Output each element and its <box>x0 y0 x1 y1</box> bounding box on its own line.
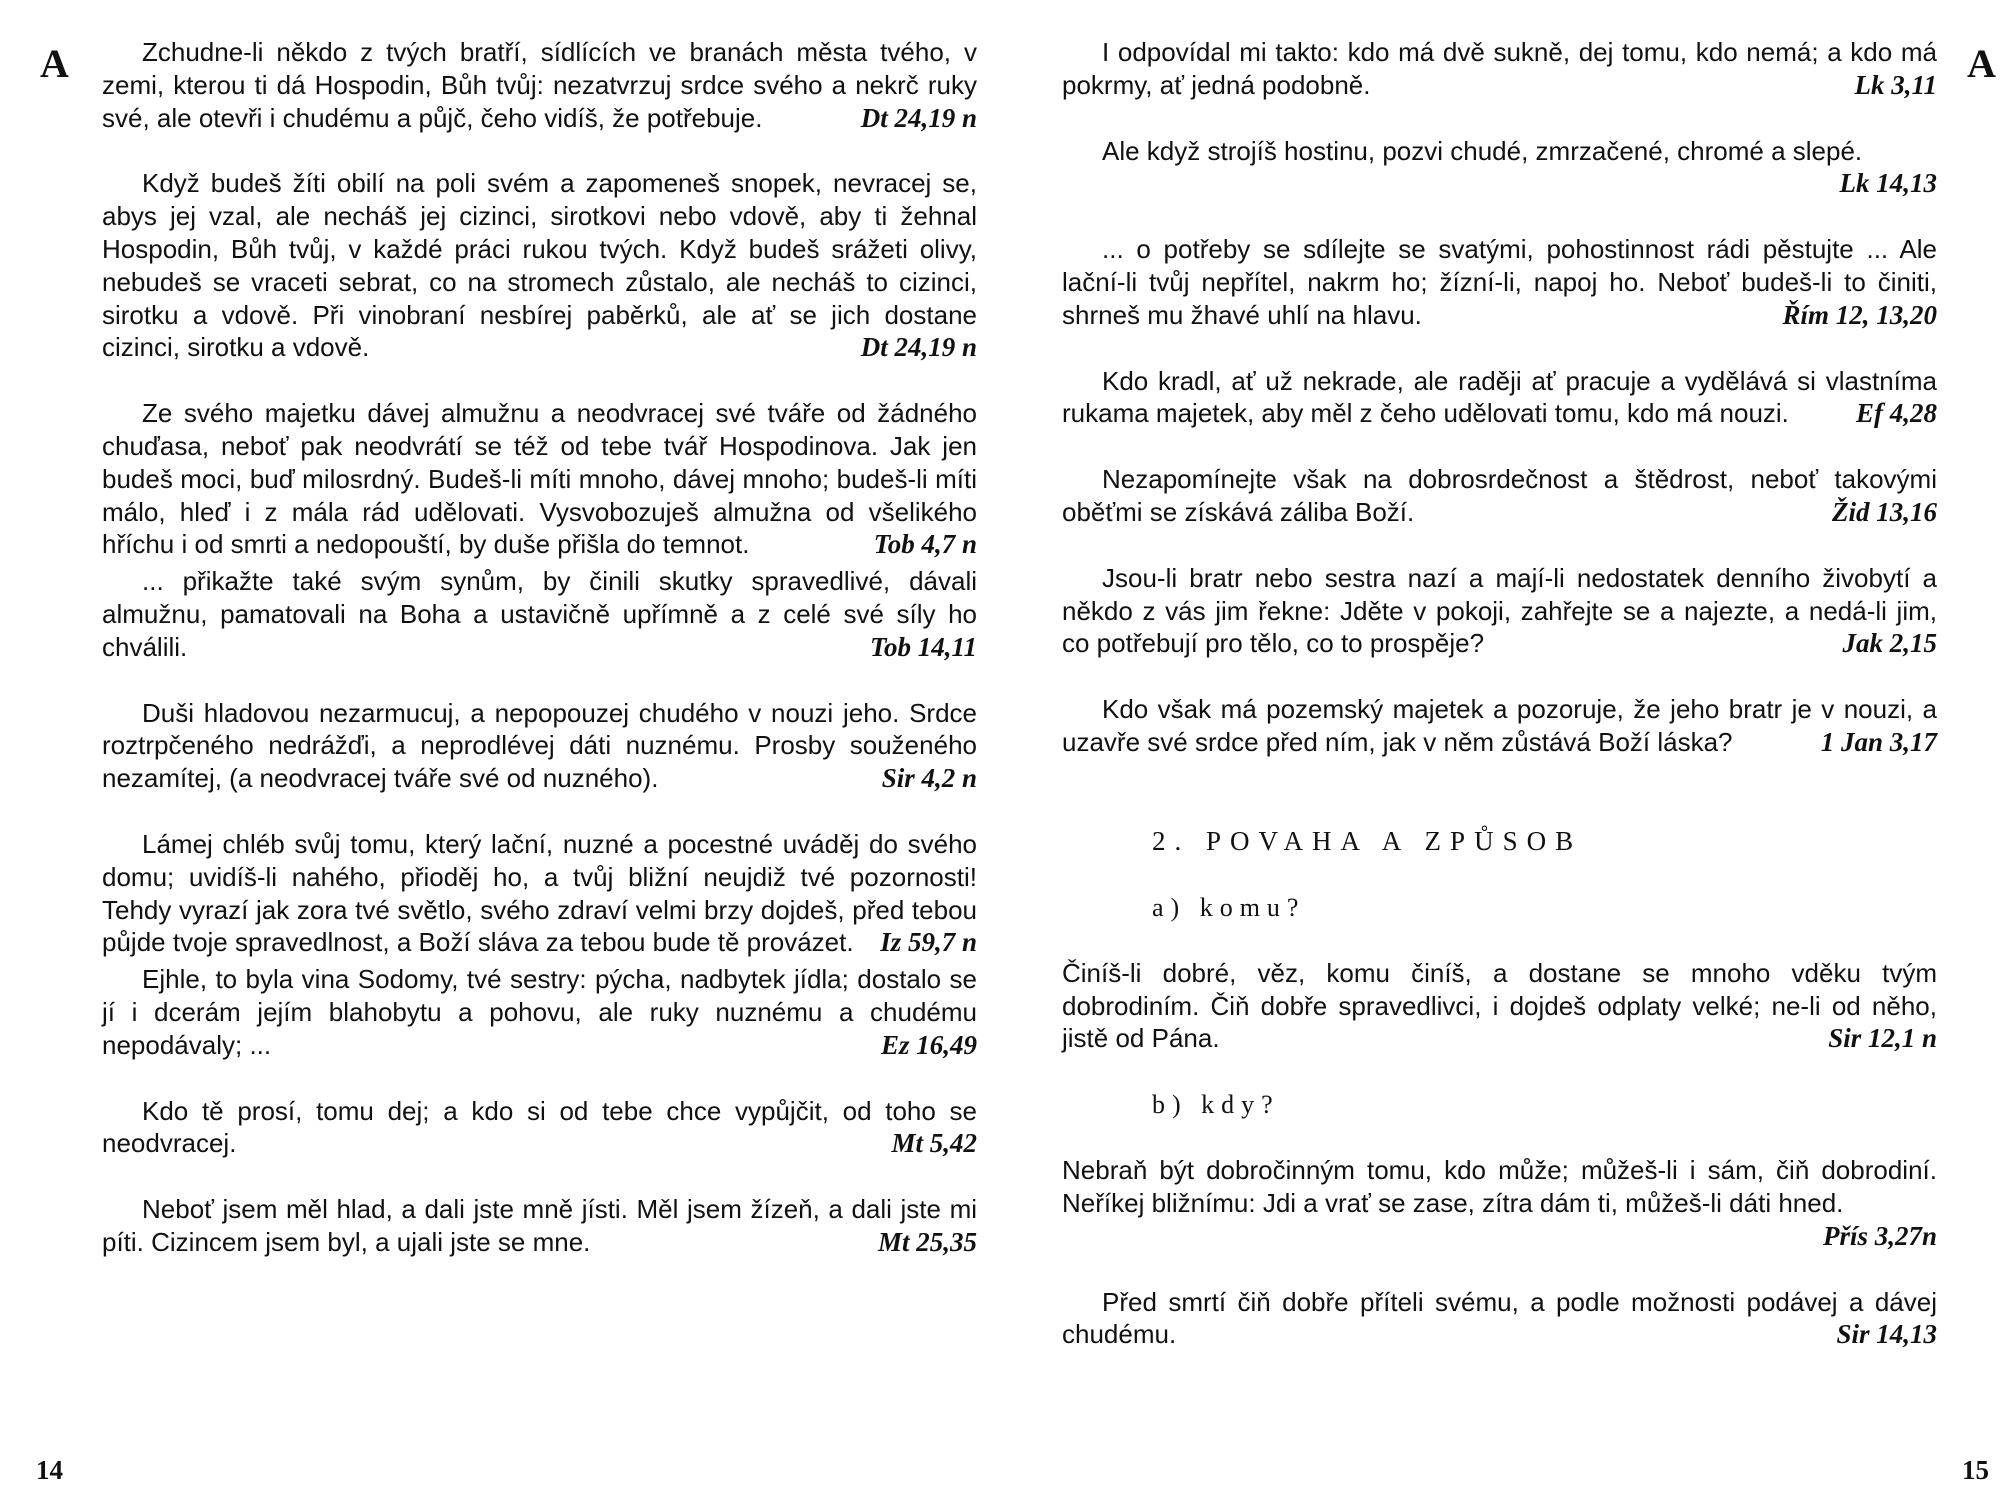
page-number: 15 <box>1962 1455 1989 1485</box>
passage-text: I odpovídal mi takto: kdo má dvě sukně, dej tomu, kdo nemá; a kdo má pokrmy, ať jedná podobně. <box>1062 37 1937 100</box>
passage <box>1062 135 1937 201</box>
scripture-reference: Lk 3,11 <box>1854 69 1937 100</box>
scripture-reference: Ef 4,28 <box>1856 398 1937 429</box>
passage-text: Jsou-li bratr nebo sestra nazí a mají-li nedostatek denního živobytí a někdo z vás jim řekne: Jděte v pokoji, zahřejte se a najezte, a nedá-li jim, co potřebují pro tělo, co to prospěje? <box>1062 562 1937 659</box>
passage <box>1062 562 1937 660</box>
passage-text: Neboť jsem měl hlad, a dali jste mně jísti. Měl jsem žízeň, a dali jste mi píti. Cizincem jsem byl, a ujali jste se mne. <box>102 1194 977 1257</box>
passage <box>102 1193 977 1259</box>
passage-text: ... o potřeby se sdílejte se svatými, pohostinnost rádi pěstujte ... Ale lační-li tvůj nepřítel, nakrm ho; žízní-li, napoj ho. Neboť budeš-li to činiti, shrneš mu žhavé uhlí na hlavu. <box>1062 234 1937 330</box>
section-heading: 2. POVAHA A ZPŮSOB <box>1152 825 1583 856</box>
scripture-reference: Sir 14,13 <box>1836 1319 1937 1350</box>
passage <box>102 565 977 663</box>
passage-text: ... přikažte také svým synům, by činili skutky spravedlivé, dávali almužnu, pamatovali na Boha a ustavičně upřímně a z celé své síly ho chválili. <box>102 566 977 662</box>
scripture-reference: Tob 4,7 n <box>873 529 977 560</box>
section-marker: A <box>40 41 69 86</box>
passage-text: Před smrtí čiň dobře příteli svému, a podle možnosti podávej a dávej chudému. <box>1062 1286 1937 1350</box>
scripture-reference: Řím 12, 13,20 <box>1782 299 1937 330</box>
passage-text: Kdo však má pozemský majetek a pozoruje, že jeho bratr je v nouzi, a uzavře své srdce před ním, jak v něm zůstává Boží láska? <box>1062 694 1937 757</box>
passage <box>102 397 977 561</box>
scripture-reference: Dt 24,19 n <box>860 332 977 363</box>
passage <box>1062 957 1937 1055</box>
right-page <box>1007 0 2014 1501</box>
passage <box>1062 233 1937 331</box>
page-number: 14 <box>36 1455 63 1485</box>
scripture-reference: Sir 4,2 n <box>881 763 977 794</box>
passage <box>1062 365 1937 431</box>
passage <box>102 36 977 134</box>
subsection-label: a) komu? <box>1152 892 1306 922</box>
scripture-reference: Ez 16,49 <box>880 1029 977 1060</box>
passage-text: Kdo tě prosí, tomu dej; a kdo si od tebe chce vypůjčit, od toho se neodvracej. <box>102 1095 977 1159</box>
passage-text: Zchudne-li někdo z tvých bratří, sídlících ve branách města tvého, v zemi, kterou ti dá Hospodin, Bůh tvůj: nezatvrzuj srdce svého a nekrč ruky své, ale otevři i chudému a půjč, čeho vidíš, že potřebuje. <box>102 37 977 133</box>
passage <box>1062 463 1937 529</box>
passage-text: Činíš-li dobré, věz, komu činíš, a dostane se mnoho vděku tvým dobrodiním. Čiň dobře spravedlivci, i dojdeš odplaty velké; ne-li od něho, jistě od Pána. <box>1062 957 1937 1054</box>
passage <box>1062 693 1937 759</box>
left-text-block <box>102 36 977 1259</box>
scripture-reference: Přís 3,27n <box>1822 1220 1937 1251</box>
right-text-block <box>1062 36 1937 1351</box>
passage <box>102 1095 977 1161</box>
passage-text: Lámej chléb svůj tomu, který lační, nuzné a pocestné uváděj do svého domu; uvidíš-li nahého, přioděj ho, a tvůj bližní neujdiž tvé pozornosti! Tehdy vyrazí jak zora tvé světlo, svého zdraví velmi brzy dojdeš, před tebou půjde tvoje spravedlnost, a Boží sláva za tebou bude tě provázet. <box>102 828 977 958</box>
passage-text: Ze svého majetku dávej almužnu a neodvracej své tváře od žádného chuďasa, neboť pak neodvrátí se též od tebe tvář Hospodinova. Jak jen budeš moci, buď milosrdný. Budeš-li míti mnoho, dávej mnoho; budeš-li míti málo, hleď i z mála rád udělovati. Vysvobozuješ almužna od všelikého hříchu i od smrti a nedopouští, by duše přišla do temnot. <box>102 398 977 560</box>
passage-text: Kdo kradl, ať už nekrade, ale raději ať pracuje a vydělává si vlastníma rukama majetek, aby měl z čeho udělovati tomu, kdo má nouzi. <box>1062 365 1937 429</box>
scripture-reference: 1 Jan 3,17 <box>1820 726 1937 757</box>
passage-text: Když budeš žíti obilí na poli svém a zapomeneš snopek, nevracej se, abys jej vzal, ale necháš jej cizinci, sirotkovi nebo vdově, aby ti žehnal Hospodin, Bůh tvůj, v každé práci rukou tvých. Když budeš srážeti olivy, nebudeš se vraceti sebrat, co na stromech zůstalo, ale necháš to cizinci, sirotku a vdově. Při vinobraní nesbírej paběrků, ale ať se jich dostane cizinci, sirotku a vdově. <box>102 168 977 363</box>
passage-text: Ejhle, to byla vina Sodomy, tvé sestry: pýcha, nadbytek jídla; dostalo se jí i dcerám jejím blahobytu a pohovu, ale ruky nuznému a chudému nepodávaly; ... <box>102 964 977 1060</box>
scripture-reference: Sir 12,1 n <box>1828 1023 1937 1054</box>
subsection-label: b) kdy? <box>1152 1090 1280 1120</box>
passage <box>1062 1154 1937 1252</box>
scripture-reference: Mt 5,42 <box>891 1128 977 1159</box>
passage <box>1062 1286 1937 1352</box>
scripture-reference: Žid 13,16 <box>1832 496 1937 527</box>
passage-text: Nebraň být dobročinným tomu, kdo může; můžeš-li i sám, čiň dobrodiní. Neříkej bližnímu: Jdi a vrať se zase, zítra dám ti, můžeš-li dáti hned. <box>1062 1155 1937 1218</box>
passage <box>102 828 977 959</box>
scripture-reference: Iz 59,7 n <box>880 927 977 958</box>
scripture-reference: Tob 14,11 <box>869 631 977 662</box>
section-marker: A <box>1967 41 1996 86</box>
scripture-reference: Dt 24,19 n <box>860 102 977 133</box>
scripture-reference: Lk 14,13 <box>1839 168 1937 199</box>
scripture-reference: Jak 2,15 <box>1842 628 1937 659</box>
passage <box>102 697 977 795</box>
scripture-reference: Mt 25,35 <box>877 1226 977 1257</box>
passage-text: Nezapomínejte však na dobrosrdečnost a štědrost, neboť takovými oběťmi se získává záliba Boží. <box>1062 464 1937 527</box>
passage-text: Ale když strojíš hostinu, pozvi chudé, zmrzačené, chromé a slepé. <box>1102 135 1863 166</box>
passage <box>102 167 977 364</box>
passage <box>102 963 977 1061</box>
passage <box>1062 36 1937 102</box>
passage-text: Duši hladovou nezarmucuj, a nepopouzej chudého v nouzi jeho. Srdce roztrpčeného nedrážďi, a neprodlévej dáti nuznému. Prosby souženého nezamítej, (a neodvracej tváře své od nuzného). <box>102 697 977 794</box>
